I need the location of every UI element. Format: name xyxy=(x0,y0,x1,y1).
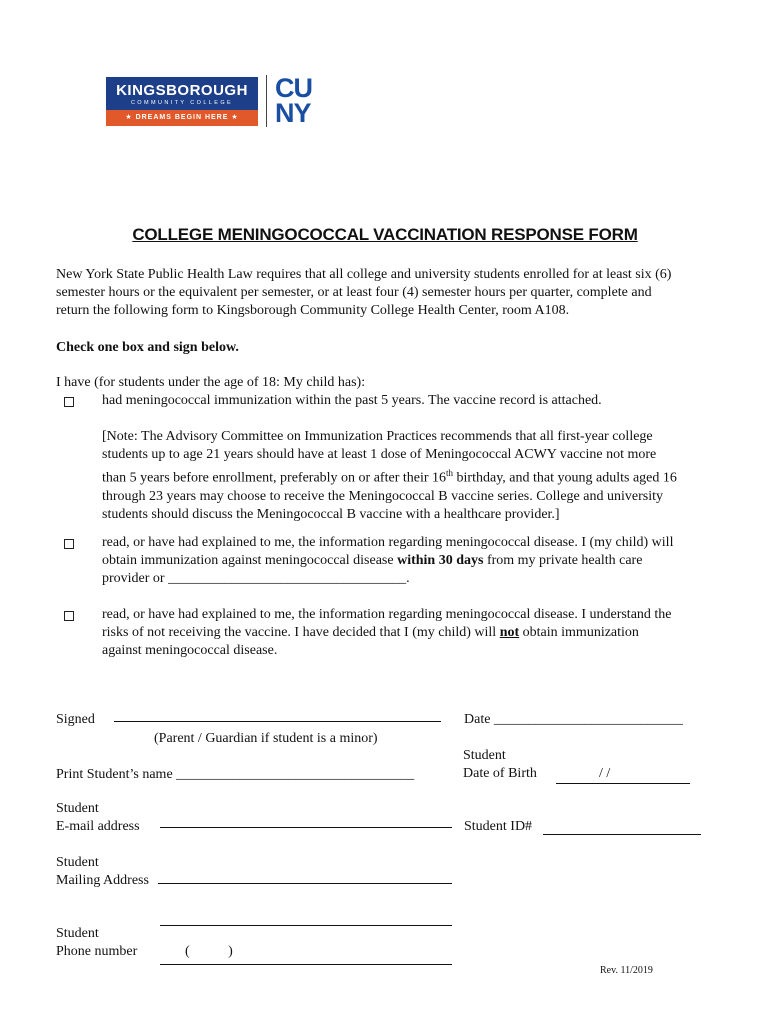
option-decline-text xyxy=(102,606,742,660)
option-line: against meningococcal disease. xyxy=(102,643,278,658)
guardian-note: (Parent / Guardian if student is a minor) xyxy=(154,731,378,746)
print-name-field[interactable]: Print Student’s name __________________________________ xyxy=(56,767,415,782)
option-line xyxy=(102,552,742,570)
note-line: through 23 years may choose to receive the Meningococcal B vaccine series. College and university xyxy=(102,488,663,504)
note-line: students should discuss the Meningococcal B vaccine with a healthcare provider.] xyxy=(102,506,560,522)
intro-line: New York State Public Health Law requires that all college and university students enrolled for at least six (6) xyxy=(56,267,672,282)
phone-label-line1: Student xyxy=(56,926,99,941)
dob-label-line2: Date of Birth xyxy=(463,766,537,781)
note-line-text: than 5 years before enrollment, preferably on or after their 16 xyxy=(102,470,447,486)
phone-area-code-parens: ( ) xyxy=(185,944,233,959)
note-superscript: th xyxy=(446,468,454,478)
student-id-line[interactable] xyxy=(543,834,701,835)
cuny-logo-bottom: NY xyxy=(275,98,311,128)
lead-in-text: I have (for students under the age of 18: My child has): xyxy=(56,375,366,390)
intro-line: semester hours or the equivalent per semester, or at least four (4) semester hours per quarter, complete and xyxy=(56,285,652,300)
note-line: students up to age 21 years should have at least 1 dose of Meningococcal ACWY vaccine not more xyxy=(102,447,657,462)
within-30-days-emphasis: within 30 days xyxy=(397,553,484,568)
logo-subtitle: COMMUNITY COLLEGE xyxy=(130,100,234,106)
student-id-label: Student ID# xyxy=(464,819,533,834)
email-label-line1: Student xyxy=(56,801,99,816)
option-line-text: obtain immunization xyxy=(519,625,639,640)
option-vaccinated-text: had meningococcal immunization within the past 5 years. The vaccine record is attached. xyxy=(102,393,602,408)
option-decline-checkbox[interactable] xyxy=(64,611,74,621)
revision-label: Rev. 11/2019 xyxy=(600,965,653,976)
option-line xyxy=(102,624,742,642)
option-will-obtain-checkbox[interactable] xyxy=(64,539,74,549)
dob-line[interactable] xyxy=(556,783,690,784)
dob-label-line1: Student xyxy=(463,748,506,763)
option-line: read, or have had explained to me, the information regarding meningococcal disease. I (my child) will xyxy=(102,535,674,550)
note-line: [Note: The Advisory Committee on Immunization Practices recommends that all first-year college xyxy=(102,429,653,444)
mailing-label-line1: Student xyxy=(56,855,99,870)
acip-note xyxy=(102,428,742,524)
logo-institution-name: KINGSBOROUGH xyxy=(116,82,248,99)
cuny-logo xyxy=(272,73,324,129)
logo-tagline: ★ DREAMS BEGIN HERE ★ xyxy=(106,110,258,126)
signed-label: Signed xyxy=(56,712,95,727)
mailing-label-line2: Mailing Address xyxy=(56,873,149,888)
signature-line[interactable] xyxy=(114,721,441,722)
kingsborough-logo xyxy=(106,77,258,126)
provider-field-line[interactable]: provider or __________________________________. xyxy=(102,571,410,586)
date-field[interactable]: Date ___________________________ xyxy=(464,712,683,727)
dob-slashes: / / xyxy=(599,766,611,781)
mailing-address-line1[interactable] xyxy=(158,883,452,884)
option-line-text: from my private health care xyxy=(483,553,643,568)
phone-label-line2: Phone number xyxy=(56,944,138,959)
mailing-address-line2[interactable] xyxy=(160,925,452,926)
cuny-logo-top: CU xyxy=(275,73,312,103)
note-line-text: birthday, and that young adults aged 16 xyxy=(453,470,677,486)
option-vaccinated-checkbox[interactable] xyxy=(64,397,74,407)
email-line[interactable] xyxy=(160,827,452,828)
intro-paragraph xyxy=(56,266,736,320)
intro-line: return the following form to Kingsborough Community College Health Center, room A108. xyxy=(56,303,570,318)
note-line xyxy=(102,464,742,488)
option-line: read, or have had explained to me, the information regarding meningococcal disease. I understand the xyxy=(102,607,672,622)
not-emphasis: not xyxy=(499,625,520,640)
logo-divider xyxy=(266,75,267,127)
option-line-text: risks of not receiving the vaccine. I have decided that I (my child) will xyxy=(102,625,500,640)
option-line-text: obtain immunization against meningococcal disease xyxy=(102,553,398,568)
option-will-obtain-text xyxy=(102,534,742,588)
instruction-text: Check one box and sign below. xyxy=(56,340,239,355)
phone-line[interactable] xyxy=(160,964,452,965)
email-label-line2: E-mail address xyxy=(56,819,140,834)
form-title: COLLEGE MENINGOCOCCAL VACCINATION RESPONSE FORM xyxy=(132,225,638,244)
